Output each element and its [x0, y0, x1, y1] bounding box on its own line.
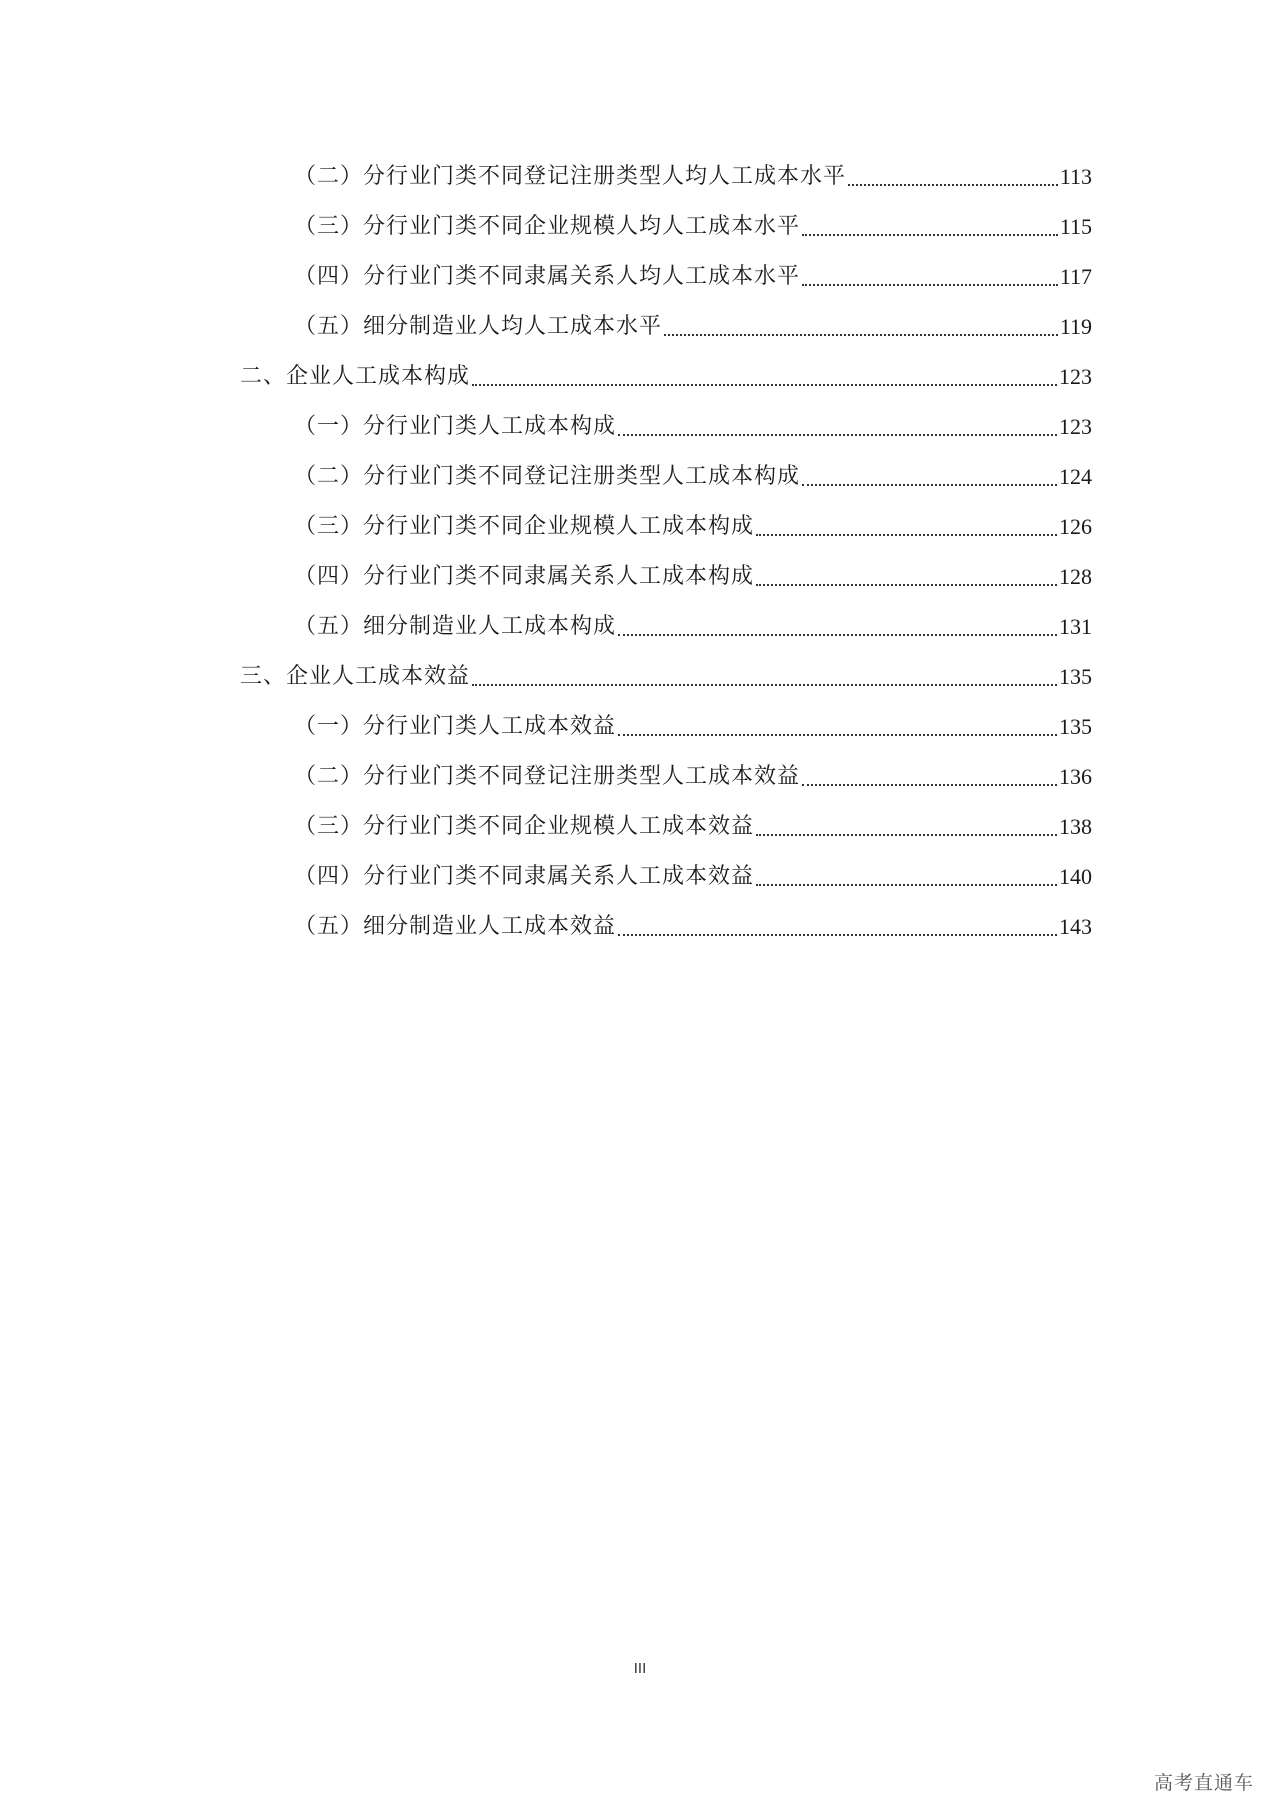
toc-dot-leader	[756, 507, 1057, 547]
toc-dot-leader	[802, 457, 1057, 497]
toc-entry-page: 115	[1059, 214, 1092, 239]
toc-dot-leader	[472, 657, 1057, 697]
toc-entry-label: （五）细分制造业人工成本效益	[294, 914, 617, 939]
toc-entry-page: 123	[1059, 414, 1092, 439]
toc-entry-label: （五）细分制造业人均人工成本水平	[294, 314, 663, 339]
toc-entry-label: （三）分行业门类不同企业规模人工成本构成	[294, 514, 755, 539]
toc-entry-page: 135	[1059, 714, 1092, 739]
toc-entry[interactable]	[294, 407, 1092, 447]
toc-dot-leader	[756, 807, 1057, 847]
toc-entry-page: 117	[1059, 264, 1092, 289]
toc-entry-label: （二）分行业门类不同登记注册类型人工成本构成	[294, 464, 801, 489]
toc-entry[interactable]	[294, 807, 1092, 847]
toc-entry-label: 三、企业人工成本效益	[240, 664, 471, 689]
toc-entry-label: （二）分行业门类不同登记注册类型人均人工成本水平	[294, 164, 847, 189]
toc-entry-page: 136	[1059, 764, 1092, 789]
watermark: 高考直通车	[1153, 1772, 1254, 1794]
toc-entry[interactable]	[294, 707, 1092, 747]
toc-entry[interactable]	[294, 507, 1092, 547]
toc-entry-page: 113	[1059, 164, 1092, 189]
toc-entry-label: （三）分行业门类不同企业规模人均人工成本水平	[294, 214, 801, 239]
toc-dot-leader	[618, 607, 1057, 647]
toc-dot-leader	[472, 357, 1057, 397]
toc-dot-leader	[618, 407, 1057, 447]
toc-entry-label: （五）细分制造业人工成本构成	[294, 614, 617, 639]
toc-entry[interactable]	[294, 857, 1092, 897]
toc-entry-label: （三）分行业门类不同企业规模人工成本效益	[294, 814, 755, 839]
toc-entry-page: 140	[1059, 864, 1092, 889]
toc-entry[interactable]	[294, 207, 1092, 247]
toc-entry-label: （一）分行业门类人工成本效益	[294, 714, 617, 739]
toc-entry-label: （一）分行业门类人工成本构成	[294, 414, 617, 439]
toc-entry-label: （二）分行业门类不同登记注册类型人工成本效益	[294, 764, 801, 789]
toc-dot-leader	[848, 157, 1058, 197]
toc-entry[interactable]	[294, 557, 1092, 597]
toc-entry-label: （四）分行业门类不同隶属关系人均人工成本水平	[294, 264, 801, 289]
page-number: III	[633, 1660, 647, 1677]
toc-dot-leader	[756, 857, 1057, 897]
toc-dot-leader	[802, 257, 1058, 297]
toc-entry[interactable]	[294, 907, 1092, 947]
toc-entry-page: 138	[1059, 814, 1092, 839]
toc-dot-leader	[618, 907, 1057, 947]
toc-entry-label: （四）分行业门类不同隶属关系人工成本效益	[294, 864, 755, 889]
toc-entry[interactable]	[294, 307, 1092, 347]
toc-entry-page: 128	[1059, 564, 1092, 589]
toc-entry[interactable]	[294, 757, 1092, 797]
toc-dot-leader	[618, 707, 1057, 747]
toc-entry[interactable]	[294, 257, 1092, 297]
toc-entry[interactable]	[240, 657, 1092, 697]
toc-dot-leader	[756, 557, 1057, 597]
toc-entry[interactable]	[240, 357, 1092, 397]
toc-entry[interactable]	[294, 607, 1092, 647]
toc-entry-page: 123	[1059, 364, 1092, 389]
toc-dot-leader	[664, 307, 1058, 347]
toc-entry-page: 119	[1059, 314, 1092, 339]
toc-entry-page: 135	[1059, 664, 1092, 689]
toc-entry-page: 143	[1059, 914, 1092, 939]
toc-entry-page: 131	[1059, 614, 1092, 639]
toc-entry[interactable]	[294, 457, 1092, 497]
toc-entry-label: 二、企业人工成本构成	[240, 364, 471, 389]
toc-entry-label: （四）分行业门类不同隶属关系人工成本构成	[294, 564, 755, 589]
toc-dot-leader	[802, 757, 1057, 797]
toc-dot-leader	[802, 207, 1058, 247]
toc-entry[interactable]	[294, 157, 1092, 197]
toc-entry-page: 126	[1059, 514, 1092, 539]
toc-entry-page: 124	[1059, 464, 1092, 489]
